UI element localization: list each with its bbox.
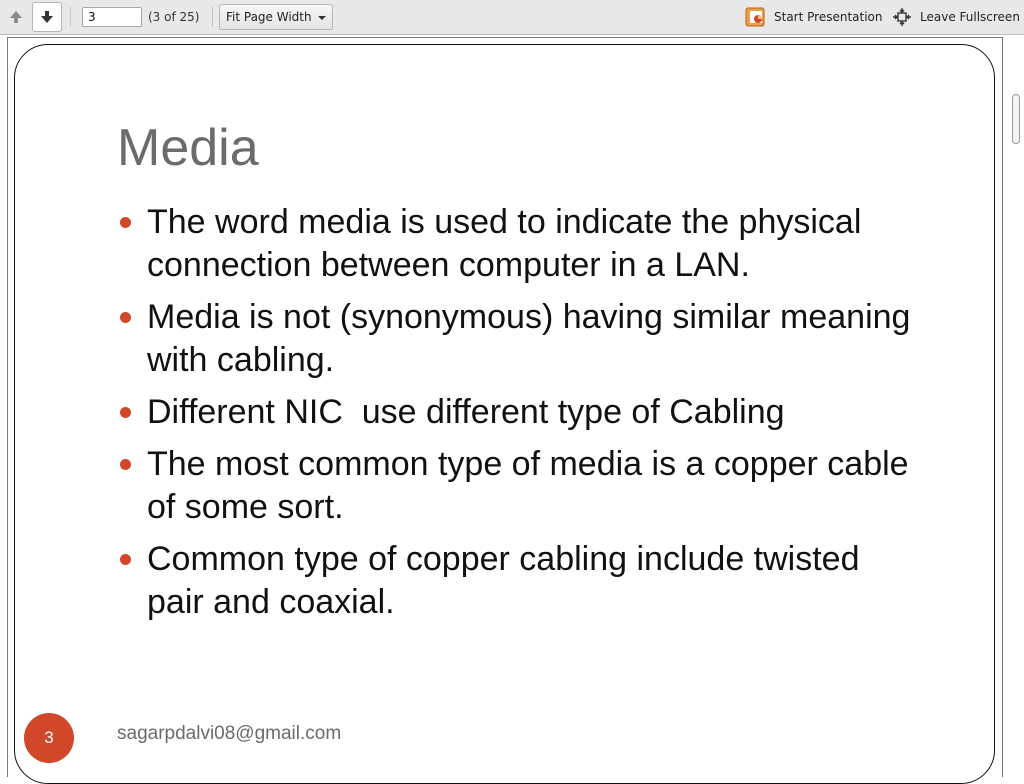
- bullet-marker: [120, 459, 131, 470]
- zoom-select-value: Fit Page Width: [226, 10, 312, 24]
- leave-fullscreen-button[interactable]: [892, 5, 1020, 29]
- page-number-input[interactable]: [82, 7, 142, 27]
- chevron-down-icon: [318, 16, 326, 20]
- bullet-item: [117, 538, 917, 624]
- bullet-text: Different NIC use different type of Cabling: [147, 393, 785, 431]
- bullet-item: [117, 391, 917, 434]
- scrollbar-thumb[interactable]: [1012, 94, 1020, 144]
- toolbar-separator: [70, 7, 71, 27]
- start-presentation-label: Start Presentation: [774, 10, 883, 24]
- document-viewer[interactable]: [0, 35, 1024, 768]
- slide-footer: sagarpdalvi08@gmail.com: [117, 723, 342, 744]
- bullet-item: [117, 296, 917, 382]
- bullet-text: Media is not (synonymous) having similar meaning with cabling.: [147, 298, 911, 379]
- slide-title: Media: [117, 119, 259, 177]
- viewer-toolbar: [0, 0, 1024, 35]
- page-count-label: (3 of 25): [148, 10, 200, 24]
- arrow-down-icon: [40, 10, 54, 24]
- arrow-up-icon: [9, 10, 23, 24]
- toolbar-separator: [212, 7, 213, 27]
- bullet-text: The most common type of media is a copper cable of some sort.: [147, 445, 909, 526]
- bullet-text: Common type of copper cabling include twisted pair and coaxial.: [147, 540, 860, 621]
- next-page-button[interactable]: [32, 2, 62, 32]
- bullet-marker: [120, 554, 131, 565]
- bullet-list: [117, 201, 917, 633]
- bullet-item: [117, 443, 917, 529]
- leave-fullscreen-label: Leave Fullscreen: [920, 10, 1020, 24]
- bullet-marker: [120, 312, 131, 323]
- bullet-marker: [120, 407, 131, 418]
- bullet-item: [117, 201, 917, 287]
- bullet-marker: [120, 217, 131, 228]
- bullet-text: The word media is used to indicate the physical connection between computer in a LAN.: [147, 203, 862, 284]
- exit-fullscreen-icon: [892, 7, 912, 27]
- slide-number: 3: [44, 728, 54, 747]
- previous-page-button[interactable]: [1, 2, 31, 32]
- slide-number-badge: [24, 713, 74, 763]
- presentation-icon: [744, 6, 766, 28]
- start-presentation-button[interactable]: [744, 5, 883, 29]
- zoom-select[interactable]: [219, 4, 333, 30]
- vertical-scrollbar[interactable]: [1007, 35, 1024, 768]
